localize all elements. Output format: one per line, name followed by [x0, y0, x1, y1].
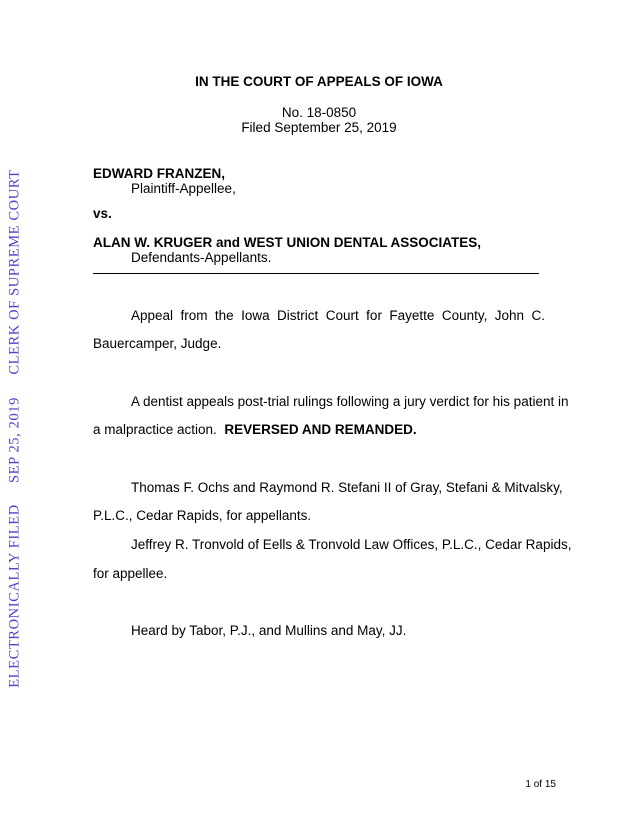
case-number: No. 18-0850 — [281, 105, 357, 120]
defendant-role: Defendants-Appellants. — [131, 250, 272, 265]
stamp-electronically-filed: ELECTRONICALLY FILED — [6, 504, 23, 688]
caption-divider — [93, 273, 539, 274]
defendant-names: ALAN W. KRUGER and WEST UNION DENTAL ASSOCIATES, — [93, 235, 482, 250]
summary-line-1: A dentist appeals post-trial rulings following a jury verdict for his patient in — [131, 394, 569, 409]
stamp-clerk-of-supreme-court: CLERK OF SUPREME COURT — [6, 169, 23, 375]
summary-line-2 — [93, 422, 417, 438]
court-title: IN THE COURT OF APPEALS OF IOWA — [195, 74, 443, 89]
disposition: REVERSED AND REMANDED. — [224, 422, 417, 437]
appellee-counsel-line-2: for appellee. — [93, 566, 168, 581]
summary-text: a malpractice action. — [93, 422, 217, 437]
appellants-counsel-line-1: Thomas F. Ochs and Raymond R. Stefani II of Gray, Stefani & Mitvalsky, — [131, 480, 563, 495]
panel-line: Heard by Tabor, P.J., and Mullins and May, JJ. — [131, 623, 407, 638]
plaintiff-role: Plaintiff-Appellee, — [131, 181, 236, 196]
plaintiff-name: EDWARD FRANZEN, — [93, 166, 225, 181]
filed-date: Filed September 25, 2019 — [241, 120, 397, 135]
stamp-filing-date: SEP 25, 2019 — [6, 396, 23, 484]
appellee-counsel-line-1: Jeffrey R. Tronvold of Eells & Tronvold Law Offices, P.L.C., Cedar Rapids, — [131, 537, 572, 552]
appeal-line-2: Bauercamper, Judge. — [93, 336, 222, 351]
page-indicator: 1 of 15 — [525, 779, 556, 790]
appellants-counsel-line-2: P.L.C., Cedar Rapids, for appellants. — [93, 508, 312, 523]
appeal-line-1: Appeal from the Iowa District Court for Fayette County, John C. — [131, 308, 545, 323]
versus-label: vs. — [93, 206, 112, 221]
